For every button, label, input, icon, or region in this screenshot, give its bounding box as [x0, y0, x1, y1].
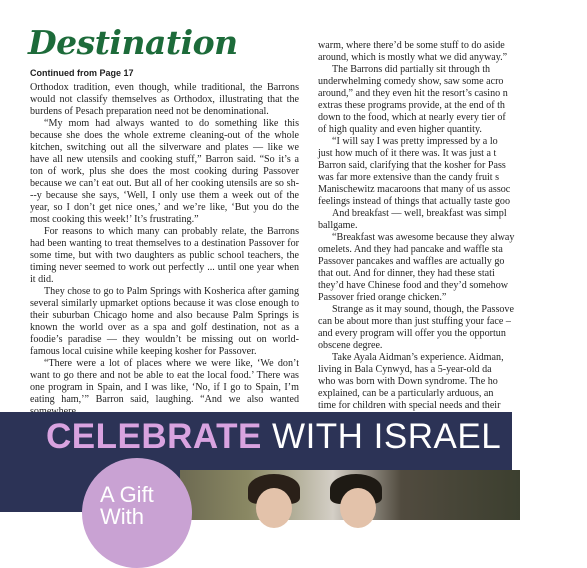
paragraph: “My mom had always wanted to do something like this because she does the whole extreme cleaning-out of the whole kitchen, switching out all the silverware and plates — like we have all new utensils and cooking stuff,” Barron said. “So it’s a ton of work, plus she does the most cooking during Passover because we can’t eat out. But all of her cooking utensils are so sh---y because she says, ‘Well, I only use them a week out of the year, so I don’t get nice ones,’ and we’re like, ‘But you do the most cooking this week!’ It’s frustrating.” [30, 118, 299, 225]
text-line: was far more extensive than the candy fruit s [318, 172, 500, 183]
text-line: underwhelming comedy show, saw some acro [318, 76, 504, 87]
text-line: around,” and they even hit the resort’s casino n [318, 88, 508, 99]
ad-banner [0, 412, 587, 529]
text-line: they’d have Chinese food and they’d somehow [318, 280, 509, 291]
gift-line-1: A Gift [100, 482, 154, 507]
text-line: omelets. And they had pancake and waffle sta [318, 244, 503, 255]
ad-headline-rest: WITH ISRAEL BON [261, 417, 587, 456]
text-line: Take Ayala Aidman’s experience. Aidman, [332, 352, 504, 363]
paragraph: “There were a lot of places where we were like, ‘We don’t want to go there and not be able to eat the local food.’ There was one program in Spain, and I was like, ‘No, if I go to Spain, I’m eating ham,’” Barron said, laughing. “And we also wanted [30, 358, 299, 405]
text-line: Passover pancakes and waffles are actually go [318, 256, 505, 267]
ad-headline-accent: CELEBRATE [46, 417, 262, 456]
face-shape [340, 488, 376, 528]
paragraph: For reasons to which many can probably relate, the Barrons had been wanting to treat themselves to a destination Passover for some time, but with two daughters as public school teachers, the timing never seemed to work out perfectly ... until one year when it did. [30, 226, 299, 285]
text-line: living in Bala Cynwyd, has a 5-year-old da [318, 364, 492, 375]
text-line: “Breakfast was awesome because they alway [332, 232, 515, 243]
text-line: and every program will offer you the opportun [318, 328, 506, 339]
text-line: who was born with Down syndrome. The ho [318, 376, 498, 387]
continued-note: Continued from Page 17 [30, 68, 134, 78]
text-line: Strange as it may sound, though, the Passove [332, 304, 514, 315]
ad-photo [180, 470, 520, 520]
text-line: extras these programs provide, at the end of th [318, 100, 505, 111]
paragraph: They chose to go to Palm Springs with Kosherica after gaming several similarly upmarket options because it was close enough to their suburban Chicago home and also because Palm Springs is known the world over as a spa and golf destination, not as a foodie’s paradise — they wouldn’t be missing out on world-famous local cuisine while keeping kosher for Passover. [30, 286, 299, 357]
text-line: The Barrons did partially sit through th [332, 64, 491, 75]
text-line: “I will say I was pretty impressed by a lo [332, 136, 498, 147]
article-column-1 [30, 82, 299, 418]
text-line: Passover fried orange chicken.” [318, 292, 447, 303]
gift-text [100, 484, 154, 528]
text-line: obscene degree. [318, 340, 383, 351]
gift-line-2: With [100, 504, 144, 529]
section-title: Destination [28, 23, 238, 62]
text-line: time for children with special needs and their [318, 400, 501, 411]
text-line: that out. And for dinner, they had these stati [318, 268, 495, 279]
text-line: just how much of it there was. It was just a t [318, 148, 497, 159]
text-line: explained, can be a particularly arduous, an [318, 388, 494, 399]
article-column-2 [318, 40, 518, 412]
text-line: And breakfast — well, breakfast was simpl [332, 208, 507, 219]
face-shape [256, 488, 292, 528]
text-line: Barron said, clarifying that the kosher for Pass [318, 160, 506, 171]
text-line: ballgame. [318, 220, 358, 231]
text-line: warm, where there’d be some stuff to do aside [318, 40, 505, 51]
text-line: Manischewitz macaroons that many of us assoc [318, 184, 511, 195]
text-line: down to the food, which at nearly every tier of [318, 112, 506, 123]
ad-headline [46, 417, 587, 457]
paragraph: Orthodox tradition, even though, while traditional, the Barrons would not classify themselves as Orthodox, illustrating that the burdens of Pesach preparation need not be denominational. [30, 82, 299, 117]
text-line: around, which is mostly what we did anyway.” [318, 52, 508, 63]
text-line: feelings instead of things that actually taste goo [318, 196, 511, 207]
text-line: of high quality and even higher quantity. [318, 124, 482, 135]
text-line: can be about more than just stuffing your face – [318, 316, 511, 327]
